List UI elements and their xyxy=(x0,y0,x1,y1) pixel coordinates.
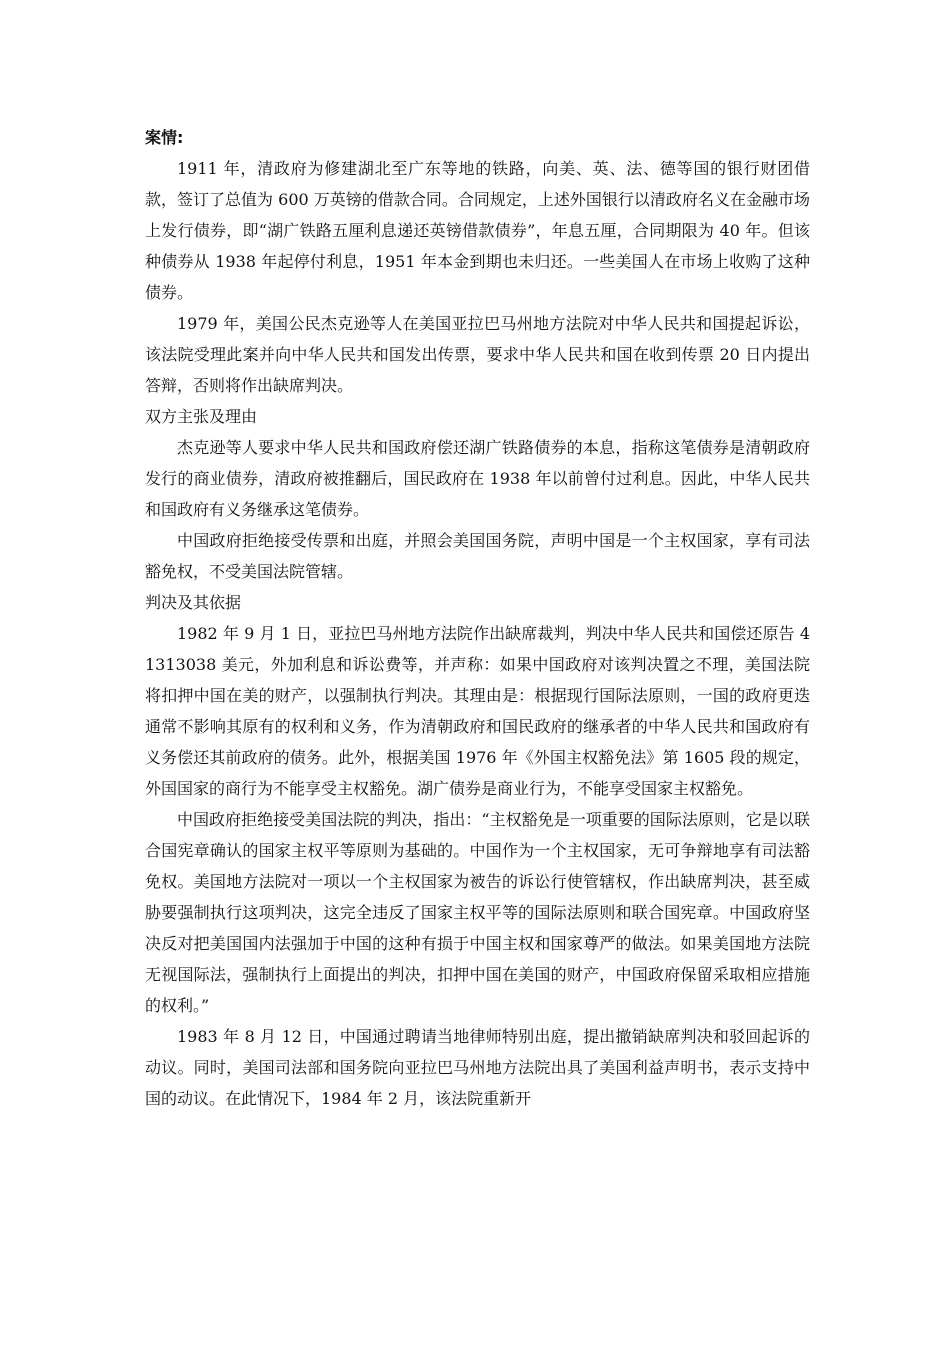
judgment-paragraph: 1982 年 9 月 1 日，亚拉巴马州地方法院作出缺席裁判，判决中华人民共和国偿还原告 41313038 美元，外加利息和诉讼费等，并声称：如果中国政府对该判决置之不理，美国法院将扣押中国在美的财产，以强制执行判决。其理由是：根据现行国际法原则，一国的政府更迭通常不影响其原有的权利和义务，作为清朝政府和国民政府的继承者的中华人民共和国政府有义务偿还其前政府的债务。此外，根据美国 1976 年《外国主权豁免法》第 1605 段的规定，外国国家的商行为不能享受主权豁免。湖广债券是商业行为，不能享受国家主权豁免。 xyxy=(145,624,810,798)
document-page xyxy=(145,122,810,1114)
case-heading: 案情: xyxy=(145,128,184,147)
case-paragraph: 1911 年，清政府为修建湖北至广东等地的铁路，向美、英、法、德等国的银行财团借款，签订了总值为 600 万英镑的借款合同。合同规定，上述外国银行以清政府名义在金融市场上发行债券，即“湖广铁路五厘利息递还英镑借款债券”，年息五厘，合同期限为 40 年。但该种债券从 1938 年起停付利息，1951 年本金到期也未归还。一些美国人在市场上收购了这种债券。 xyxy=(145,159,810,302)
judgment-heading: 判决及其依据 xyxy=(145,593,242,612)
claims-paragraph: 杰克逊等人要求中华人民共和国政府偿还湖广铁路债券的本息，指称这笔债券是清朝政府发行的商业债券，清政府被推翻后，国民政府在 1938 年以前曾付过利息。因此，中华人民共和国政府有义务继承这笔债券。 xyxy=(145,438,810,519)
judgment-paragraph: 1983 年 8 月 12 日，中国通过聘请当地律师特别出庭，提出撤销缺席判决和驳回起诉的动议。同时，美国司法部和国务院向亚拉巴马州地方法院出具了美国利益声明书，表示支持中国的动议。在此情况下，1984 年 2 月，该法院重新开 xyxy=(145,1027,810,1108)
judgment-paragraph: 中国政府拒绝接受美国法院的判决，指出：“主权豁免是一项重要的国际法原则，它是以联合国宪章确认的国家主权平等原则为基础的。中国作为一个主权国家，无可争辩地享有司法豁免权。美国地方法院对一项以一个主权国家为被告的诉讼行使管辖权，作出缺席判决，甚至威胁要强制执行这项判决，这完全违反了国家主权平等的国际法原则和联合国宪章。中国政府坚决反对把美国国内法强加于中国的这种有损于中国主权和国家尊严的做法。如果美国地方法院无视国际法，强制执行上面提出的判决，扣押中国在美国的财产，中国政府保留采取相应措施的权利。” xyxy=(145,810,810,1015)
claims-heading: 双方主张及理由 xyxy=(145,407,258,426)
claims-paragraph: 中国政府拒绝接受传票和出庭，并照会美国国务院，声明中国是一个主权国家，享有司法豁免权，不受美国法院管辖。 xyxy=(145,531,810,581)
case-paragraph: 1979 年，美国公民杰克逊等人在美国亚拉巴马州地方法院对中华人民共和国提起诉讼，该法院受理此案并向中华人民共和国发出传票，要求中华人民共和国在收到传票 20 日内提出答辩，否则将作出缺席判决。 xyxy=(145,314,810,395)
